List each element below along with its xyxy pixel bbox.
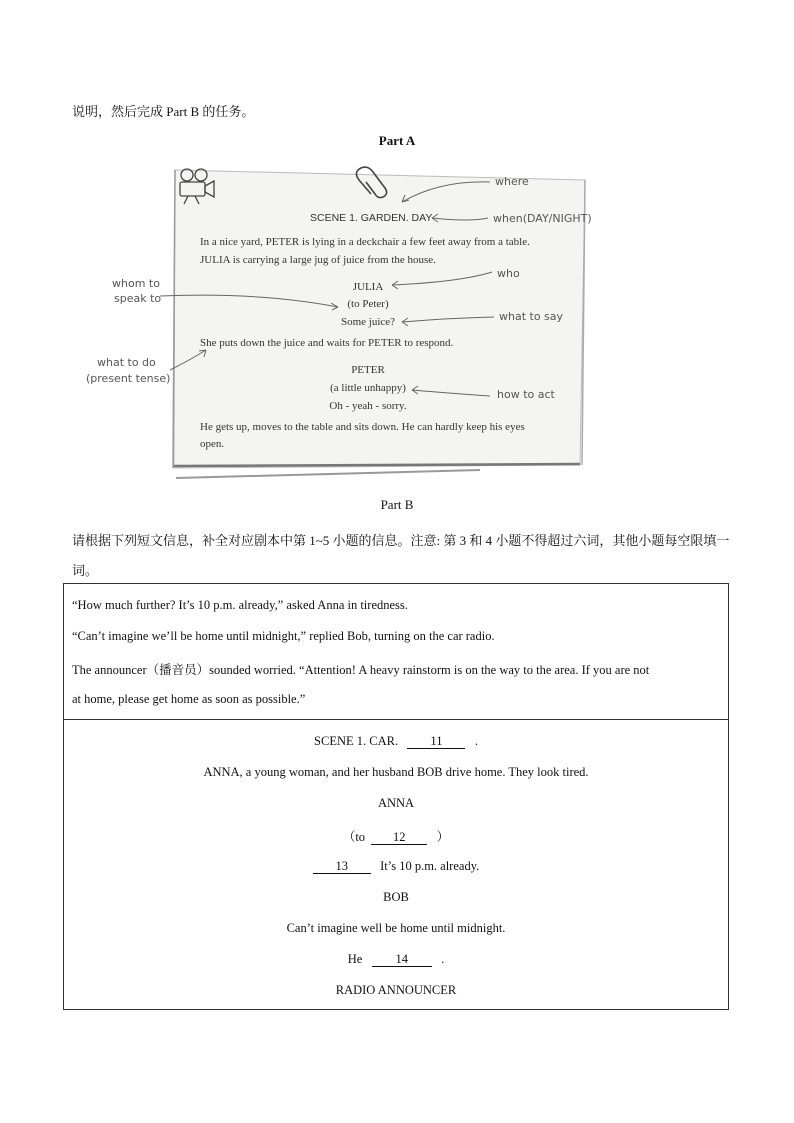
paren-open: （to xyxy=(342,830,366,844)
action-line: She puts down the juice and waits for PETER to respond. xyxy=(200,337,454,349)
note-speak-to: speak to xyxy=(114,292,162,305)
script-action: ANNA, a young woman, and her husband BOB drive home. They look tired. xyxy=(203,765,589,779)
scene-prefix: SCENE 1. CAR. xyxy=(314,734,399,748)
part-b-title: Part B xyxy=(380,497,414,512)
blank-11[interactable]: 11 xyxy=(407,734,465,749)
parenthetical: (a little unhappy) xyxy=(330,382,406,394)
he-text: He xyxy=(347,952,363,966)
passage-line: The announcer（播音员）sounded worried. “Attention! A heavy rainstorm is on the way to the area. If you are not xyxy=(72,663,650,677)
period: . xyxy=(441,952,445,966)
note-what-to-do: what to do xyxy=(97,356,156,369)
note-when: when(DAY/NIGHT) xyxy=(493,212,592,225)
script-dialogue-anna xyxy=(64,859,728,874)
note-who: who xyxy=(497,267,520,280)
dialogue-13: It’s 10 p.m. already. xyxy=(380,859,480,873)
intro-text: 说明，然后完成 Part B 的任务。 xyxy=(72,104,255,119)
character-name: JULIA xyxy=(352,281,384,293)
passage-line: “How much further? It’s 10 p.m. already,” asked Anna in tiredness. xyxy=(72,598,408,612)
dialogue-line: Some juice? xyxy=(340,316,396,328)
script-character-bob: BOB xyxy=(383,890,409,904)
blank-14[interactable]: 14 xyxy=(372,952,432,967)
part-a-figure xyxy=(80,160,600,485)
scene-heading: SCENE 1. GARDEN. DAY xyxy=(310,212,433,224)
blank-13[interactable]: 13 xyxy=(313,859,371,874)
action-line: He gets up, moves to the table and sits down. He can hardly keep his eyes xyxy=(200,421,525,433)
paren-close: ） xyxy=(436,830,450,844)
script-character-anna: ANNA xyxy=(377,796,415,810)
parenthetical: (to Peter) xyxy=(347,298,389,310)
part-b-table xyxy=(63,583,729,1010)
script-parenthetical xyxy=(64,827,728,845)
period: . xyxy=(474,734,478,748)
passage-line: at home, please get home as soon as possible.” xyxy=(72,692,306,706)
note-present-tense: (present tense) xyxy=(86,372,171,385)
note-where: where xyxy=(495,175,529,188)
note-what-to-say: what to say xyxy=(499,310,564,323)
action-line: open. xyxy=(200,438,225,450)
instruction-text: 请根据下列短文信息，补全对应剧本中第 1~5 小题的信息。注意: 第 3 和 4 小题不得超过六词，其他小题每空限填一词。 xyxy=(72,533,730,578)
script-action-he xyxy=(64,952,728,967)
script-dialogue-bob: Can’t imagine well be home until midnight. xyxy=(286,921,506,935)
character-name: PETER xyxy=(351,364,385,376)
script-scene-line xyxy=(64,734,728,749)
part-a-title: Part A xyxy=(378,133,416,148)
passage-cell xyxy=(64,584,728,720)
blank-12[interactable]: 12 xyxy=(371,830,427,845)
script-cell xyxy=(64,720,728,1010)
action-line: In a nice yard, PETER is lying in a deckchair a few feet away from a table. xyxy=(200,236,530,248)
script-character-radio: RADIO ANNOUNCER xyxy=(335,983,457,997)
dialogue-line: Oh - yeah - sorry. xyxy=(329,400,407,412)
action-line: JULIA is carrying a large jug of juice from the house. xyxy=(200,254,436,266)
note-whom-to: whom to xyxy=(112,277,160,290)
passage-line: “Can’t imagine we’ll be home until midnight,” replied Bob, turning on the car radio. xyxy=(72,629,495,643)
note-how-to-act: how to act xyxy=(497,388,555,401)
